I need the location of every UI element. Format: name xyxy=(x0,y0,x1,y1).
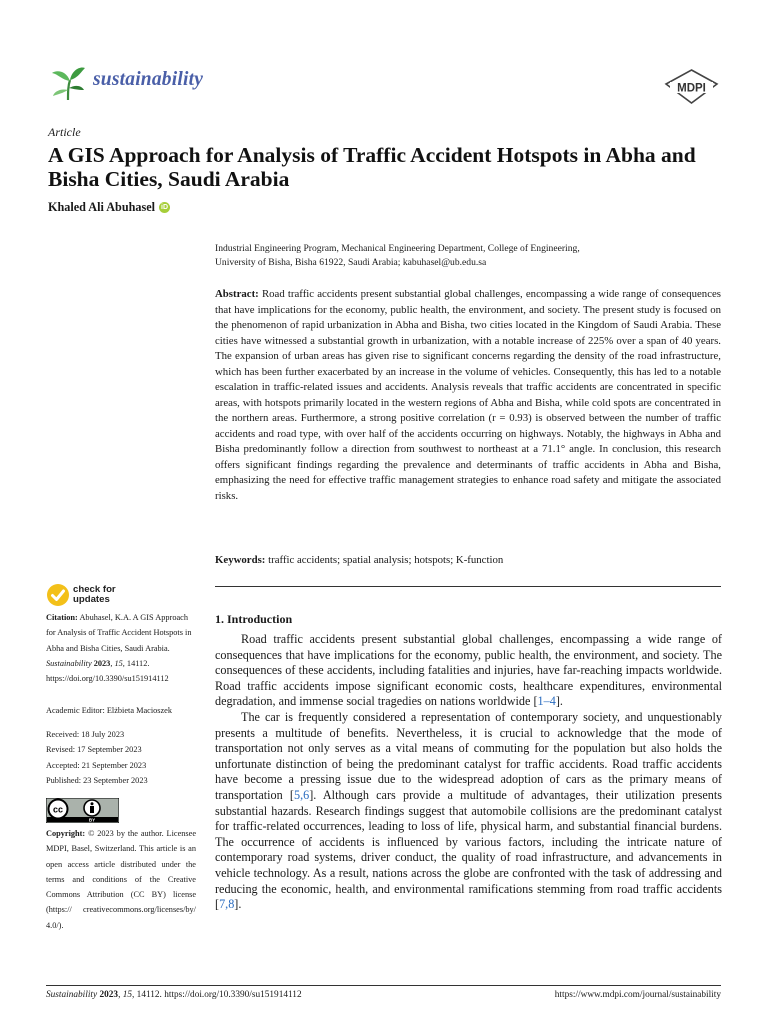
citation-link[interactable]: 1–4 xyxy=(537,694,556,709)
citation-link[interactable]: 7,8 xyxy=(219,897,235,912)
cc-by-label: BY xyxy=(88,817,96,823)
affiliation-line-1: Industrial Engineering Program, Mechanical Engineering Department, College of Engineering, xyxy=(215,243,580,254)
keywords xyxy=(215,553,721,568)
author-name[interactable]: Khaled Ali Abuhasel xyxy=(48,200,156,214)
published-date: Published: 23 September 2023 xyxy=(46,775,148,785)
check-for-updates-button[interactable] xyxy=(46,583,116,607)
publication-dates xyxy=(46,727,196,788)
citation-block: Citation: Abuhasel, K.A. A GIS Approach for Analysis of Traffic Accident Hotspots in Abha and Bisha Cities, Saudi Arabia. Sustainability 2023, 15, 14112. https://doi.org/10.3390/su151914112 xyxy=(46,613,192,684)
citation-year: 2023 xyxy=(93,658,111,668)
copyright-block xyxy=(46,826,196,933)
footer-citation: Sustainability 2023, 15, 14112. https://doi.org/10.3390/su151914112 xyxy=(46,990,302,1000)
citation-volume: 15 xyxy=(114,658,123,668)
abstract-label: Abstract: xyxy=(215,288,259,300)
copyright-text: © 2023 by the author. Licensee MDPI, Basel, Switzerland. This article is an open access article distributed under the terms and conditions of the Creative Commons Attribution (CC BY) license (https:// creativecommons.org/licenses/by/ 4.0/). xyxy=(46,829,197,930)
citation-doi[interactable]: , 14112. https://doi.org/10.3390/su151914112 xyxy=(46,658,169,684)
check-updates-label: check for updates xyxy=(73,584,116,605)
orcid-icon[interactable]: iD xyxy=(161,204,169,211)
footer-doi[interactable]: , 14112. https://doi.org/10.3390/su151914112 xyxy=(132,990,302,1000)
keywords-text: traffic accidents; spatial analysis; hotspots; K-function xyxy=(268,554,504,566)
cc-by-license-icon[interactable] xyxy=(46,798,119,823)
accepted-date: Accepted: 21 September 2023 xyxy=(46,760,147,770)
article-type: Article xyxy=(48,125,81,139)
citation-link[interactable]: 5,6 xyxy=(293,787,310,802)
academic-editor: Academic Editor: Elżbieta Macioszek xyxy=(46,706,173,715)
author-line xyxy=(48,200,170,215)
keywords-label: Keywords: xyxy=(215,554,266,566)
check-updates-icon xyxy=(46,583,70,607)
paragraph: The car is frequently considered a representation of contemporary society, and unquestionably presents a multitude of benefits. Nevertheless, it is crucial to acknowledge that the mode of transportation not only serves as a vital means of commuting for the population but also holds the unfortunate distinction of being the predominant catalyst for traffic accidents. Road traffic accidents have become a pressing issue due to the widespread adoption of cars as the primary means of transportation [5,6]. Although cars provide a multitude of advantages, their utilization presents substantial hazards. Research findings suggest that automobile collisions are the predominant catalyst for traffic-related occurrences, leading to loss of life, physical harm, and substantial financial burdens. The occurrence of accidents is influenced by various factors, including the intricate nature of contemporary road systems, driver conduct, the quality of road infrastructure, and advancements in vehicle technology. As a result, nations across the globe are confronted with the task of addressing and reducing the economic, health, and environmental ramifications stemming from road traffic accidents [7,8]. xyxy=(215,709,722,912)
section-heading-introduction: 1. Introduction xyxy=(215,612,293,626)
introduction-body xyxy=(215,632,722,913)
citation-label: Citation: xyxy=(46,613,78,622)
citation-journal: Sustainability xyxy=(46,658,92,668)
revised-date: Revised: 17 September 2023 xyxy=(46,745,142,755)
mdpi-logo-icon xyxy=(664,69,719,104)
svg-text:cc: cc xyxy=(52,804,64,815)
received-date: Received: 18 July 2023 xyxy=(46,730,125,739)
footer-divider xyxy=(46,985,721,986)
paragraph: Road traffic accidents present substantial global challenges, encompassing a wide range of consequences that have implications for the economy, public health, the environment, and society. The consequences of these accidents, including fatalities and injuries, have far-reaching impacts worldwide. Road traffic accidents impose significant economic costs, healthcare expenditures, environmental degradation, and immense social tragedies on nations worldwide [1–4]. xyxy=(215,632,722,709)
footer-journal-url[interactable]: https://www.mdpi.com/journal/sustainability xyxy=(554,990,721,1000)
sustainability-leaf-icon xyxy=(48,64,88,102)
article-title: A GIS Approach for Analysis of Traffic Accident Hotspots in Abha and Bisha Cities, Saudi Arabia xyxy=(48,143,696,191)
citation-text: Abuhasel, K.A. A GIS Approach for Analysis of Traffic Accident Hotspots in Abha and Bisha Cities, Saudi Arabia. xyxy=(46,613,192,653)
publisher-name: MDPI xyxy=(677,82,706,95)
abstract-text: Road traffic accidents present substantial global challenges, encompassing a wide range of consequences that have implications for the economy, public health, the environment, and society. The present study is focused on the phenomenon of rapid urbanization in Abha and Bisha, two cities located in the Kingdom of Saudi Arabia. These cities have witnessed a substantial growth in urbanization, with a notable increase of 225% over a span of 40 years. The expansion of urban areas has given rise to significant concerns regarding the density of the road infrastructure, which has been further exacerbated by an increase in the volume of vehicles. Consequently, this has led to a notable escalation in traffic-related issues and accidents. Analysis reveals that traffic accidents are concentrated in specific areas, with hotspots primarily located in the western regions of Abha and Bisha, while cold spots are concentrated in the northern areas. Furthermore, a strong positive correlation (r = 0.93) is observed between the number of traffic accidents and road type, with over half of the accidents occurring on highways. Notably, the highways in Abha and Bisha predominantly follow a direction from southwest to northeast at a 71.1° angle. In conclusion, this research offers significant findings regarding the prevalence and determinants of traffic accidents in Abha and Bisha, emphasizing the need for effective traffic management strategies to enhance road safety and mitigate the associated risks. xyxy=(215,288,721,502)
section-divider xyxy=(215,586,721,587)
journal-name: sustainability xyxy=(93,69,204,90)
copyright-label: Copyright: xyxy=(46,829,86,838)
affiliation-line-2: University of Bisha, Bisha 61922, Saudi Arabia; kabuhasel@ub.edu.sa xyxy=(215,257,487,268)
abstract xyxy=(215,287,721,504)
